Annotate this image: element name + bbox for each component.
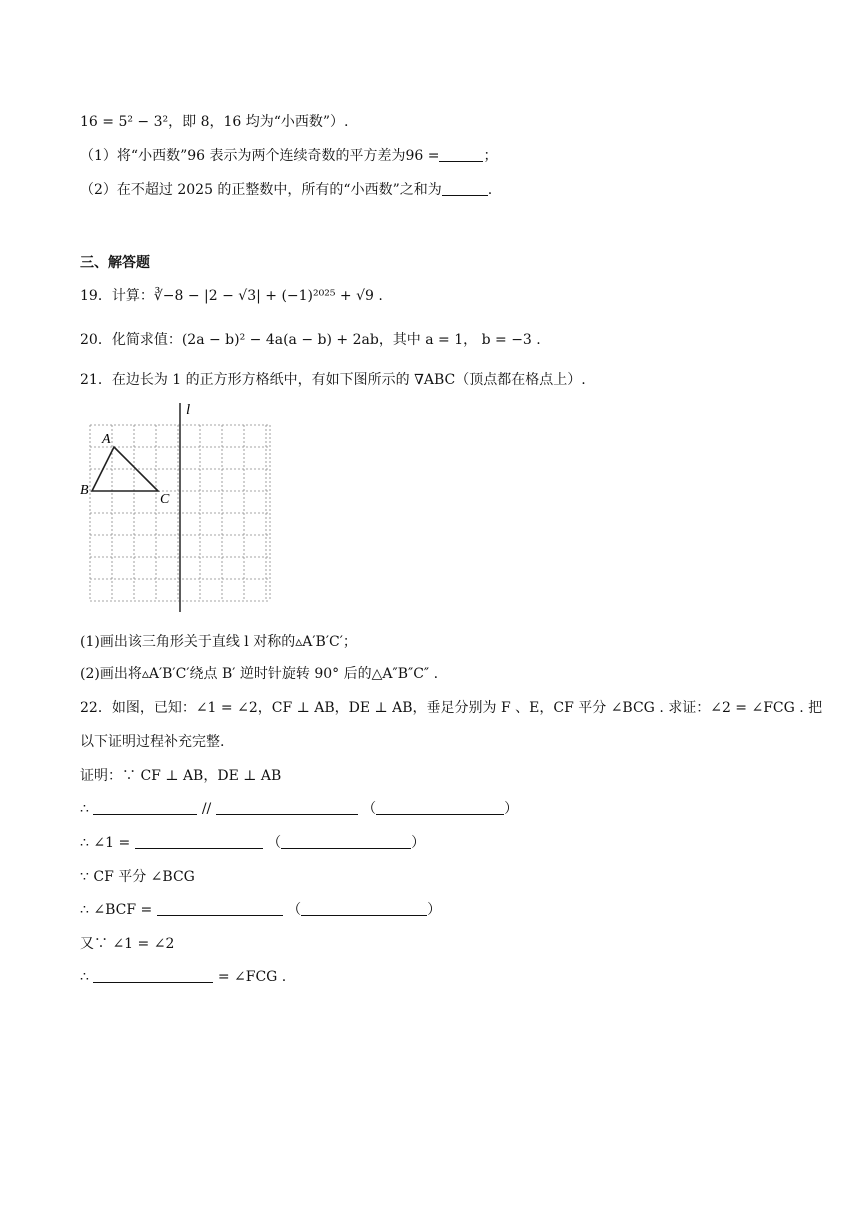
parallel-symbol: // xyxy=(201,801,212,817)
q22-number: 22． xyxy=(80,700,112,716)
step4-paren-close: ） xyxy=(427,902,442,918)
grid-figure xyxy=(78,398,278,618)
label-b: B xyxy=(80,483,89,498)
step4-paren-open: （ xyxy=(287,902,302,918)
step2-paren-open: （ xyxy=(267,835,282,851)
q20-prefix: 化简求值： xyxy=(111,332,182,348)
q21-part1: (1)画出该三角形关于直线 l 对称的▵A′B′C′； xyxy=(80,634,357,650)
q19 xyxy=(80,286,383,306)
therefore-symbol: ∴ xyxy=(80,801,89,817)
q22-intro1: 如图，已知：∠1 = ∠2，CF ⊥ AB，DE ⊥ AB，垂足分别为 F 、E，CF 平分 ∠BCG . 求证：∠2 = ∠FCG . 把 xyxy=(111,700,823,716)
q22-step6 xyxy=(80,967,286,987)
step2-paren-close: ） xyxy=(411,835,426,851)
q21-part2: (2)画出将▵A′B′C′绕点 B′ 逆时针旋转 90° 后的△A″B″C″ . xyxy=(80,666,439,682)
step6-tail: = ∠FCG . xyxy=(217,969,287,985)
step6-prefix: ∴ xyxy=(80,969,89,985)
q20-number: 20． xyxy=(80,332,112,348)
step4-blank[interactable] xyxy=(157,901,283,916)
q21-text: 在边长为 1 的正方形方格纸中，有如下图所示的 ∇ABC（顶点都在格点上）. xyxy=(111,372,586,388)
q22-step1 xyxy=(80,799,518,819)
q18-part2-text: （2）在不超过 2025 的正整数中，所有的“小西数”之和为 xyxy=(80,182,442,198)
q18-part1-blank[interactable] xyxy=(439,147,483,162)
q18-line1-text: ，即 8，16 均为“小西数”）. xyxy=(168,114,349,130)
label-a: A xyxy=(102,432,111,447)
q20-tail: ，其中 a = 1， b = −3 . xyxy=(378,332,541,348)
step4-prefix: ∴ ∠BCF = xyxy=(80,902,153,918)
q22-intro2: 以下证明过程补充完整. xyxy=(80,734,225,750)
q22-step3: ∵ CF 平分 ∠BCG xyxy=(80,869,195,885)
q22-proof-start: 证明：∵ CF ⊥ AB，DE ⊥ AB xyxy=(80,768,282,784)
step1-paren-close: ） xyxy=(504,801,519,817)
q20 xyxy=(80,330,541,350)
q18-math: 16 = 5² − 3² xyxy=(80,114,169,130)
step6-blank[interactable] xyxy=(93,968,213,983)
triangle-abc xyxy=(92,447,158,491)
q18-part2 xyxy=(80,180,492,200)
q19-prefix: 计算： xyxy=(111,288,154,304)
q22-step5: 又∵ ∠1 = ∠2 xyxy=(80,936,175,952)
step1-blank-2[interactable] xyxy=(216,800,358,815)
q18-part2-blank[interactable] xyxy=(442,181,488,196)
step4-reason-blank[interactable] xyxy=(301,901,427,916)
q20-expression: (2a − b)² − 4a(a − b) + 2ab xyxy=(181,332,379,348)
q18-part1 xyxy=(80,146,497,166)
q22-intro xyxy=(80,698,822,718)
step2-blank[interactable] xyxy=(135,834,263,849)
step1-blank-1[interactable] xyxy=(93,800,197,815)
q18-part2-tail: . xyxy=(487,182,493,198)
section-heading: 三、解答题 xyxy=(80,255,150,271)
q21-number: 21． xyxy=(80,372,112,388)
label-c: C xyxy=(160,492,170,507)
label-l: l xyxy=(186,402,191,418)
q21 xyxy=(80,370,586,390)
q18-part1-tail: ； xyxy=(483,148,498,164)
q19-expression: ∛−8 − |2 − √3| + (−1)²⁰²⁵ + √9 . xyxy=(153,288,383,304)
step1-reason-blank[interactable] xyxy=(376,800,504,815)
q19-number: 19． xyxy=(80,288,112,304)
step2-reason-blank[interactable] xyxy=(281,834,411,849)
step2-prefix: ∴ ∠1 = xyxy=(80,835,131,851)
step1-paren-open: （ xyxy=(362,801,377,817)
q22-step2 xyxy=(80,833,425,853)
q18-line1 xyxy=(80,112,349,132)
q18-part1-text: （1）将“小西数”96 表示为两个连续奇数的平方差为96 = xyxy=(80,148,440,164)
q22-step4 xyxy=(80,900,441,920)
